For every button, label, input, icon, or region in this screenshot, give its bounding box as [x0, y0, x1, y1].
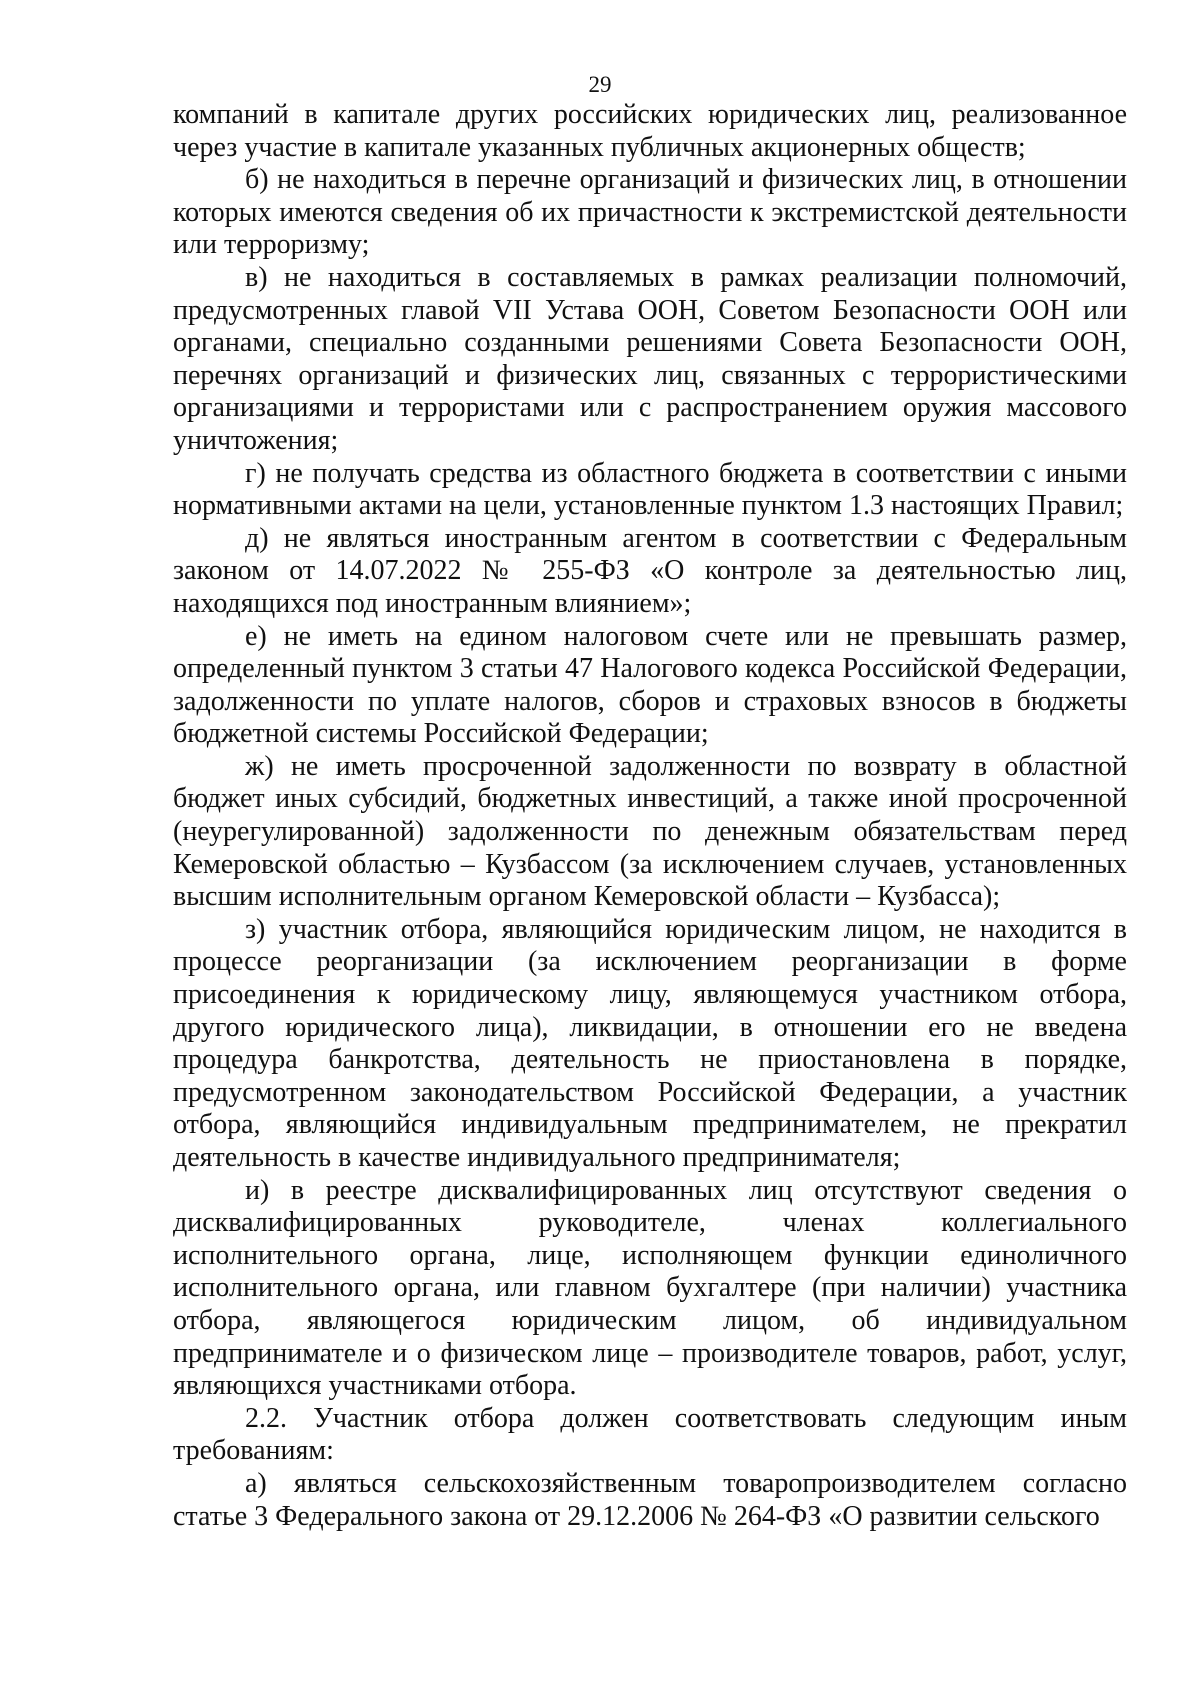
paragraph-item-e: е) не иметь на едином налоговом счете или не превышать размер, определенный пунктом 3 статьи 47 Налогового кодекса Российской Федерации, задолженности по уплате налогов, сборов и страховых взносов в бюджеты бюджетной системы Российской Федерации; [173, 620, 1127, 750]
paragraph-item-zh: ж) не иметь просроченной задолженности по возврату в областной бюджет иных субсидий, бюджетных инвестиций, а также иной просроченной (неурегулированной) задолженности по денежным обязательствам перед Кемеровской областью – Кузбассом (за исключением случаев, установленных высшим исполнительным органом Кемеровской области – Кузбасса); [173, 750, 1127, 913]
paragraph-item-d: д) не являться иностранным агентом в соответствии с Федеральным законом от 14.07.2022 № 255-ФЗ «О контроле за деятельностью лиц, находящихся под иностранным влиянием»; [173, 522, 1127, 619]
paragraph-item-g: г) не получать средства из областного бюджета в соответствии с иными нормативными актами на цели, установленные пунктом 1.3 настоящих Правил; [173, 457, 1127, 522]
paragraph-continuation: компаний в капитале других российских юридических лиц, реализованное через участие в капитале указанных публичных акционерных обществ; [173, 99, 1127, 163]
paragraph-item-i: и) в реестре дисквалифицированных лиц отсутствуют сведения о дисквалифицированных руководителе, членах коллегиального исполнительного органа, лице, исполняющем функции единоличного исполнительного органа, или главном бухгалтере (при наличии) участника отбора, являющегося юридическим лицом, об индивидуальном предпринимателе и о физическом лице – производителе товаров, работ, услуг, являющихся участниками отбора. [173, 1174, 1127, 1402]
paragraph-item-b: б) не находиться в перечне организаций и физических лиц, в отношении которых имеются сведения об их причастности к экстремистской деятельности или терроризму; [173, 164, 1127, 261]
page-number: 29 [588, 72, 612, 97]
paragraph-item-a: а) являться сельскохозяйственным товаропроизводителем согласно статье 3 Федерального закона от 29.12.2006 № 264-ФЗ «О развитии сельского [173, 1467, 1127, 1532]
document-body [173, 99, 1127, 1533]
paragraph-item-v: в) не находиться в составляемых в рамках реализации полномочий, предусмотренных главой VII Устава ООН, Советом Безопасности ООН или органами, специально созданными решениями Совета Безопасности ООН, перечнях организаций и физических лиц, связанных с террористическими организациями и террористами или с распространением оружия массового уничтожения; [173, 261, 1127, 456]
paragraph-section-2-2: 2.2. Участник отбора должен соответствовать следующим иным требованиям: [173, 1402, 1127, 1467]
paragraph-item-z: з) участник отбора, являющийся юридическим лицом, не находится в процессе реорганизации (за исключением реорганизации в форме присоединения к юридическому лицу, являющемуся участником отбора, другого юридического лица), ликвидации, в отношении его не введена процедура банкротства, деятельность не приостановлена в порядке, предусмотренном законодательством Российской Федерации, а участник отбора, являющийся индивидуальным предпринимателем, не прекратил деятельность в качестве индивидуального предпринимателя; [173, 913, 1127, 1173]
